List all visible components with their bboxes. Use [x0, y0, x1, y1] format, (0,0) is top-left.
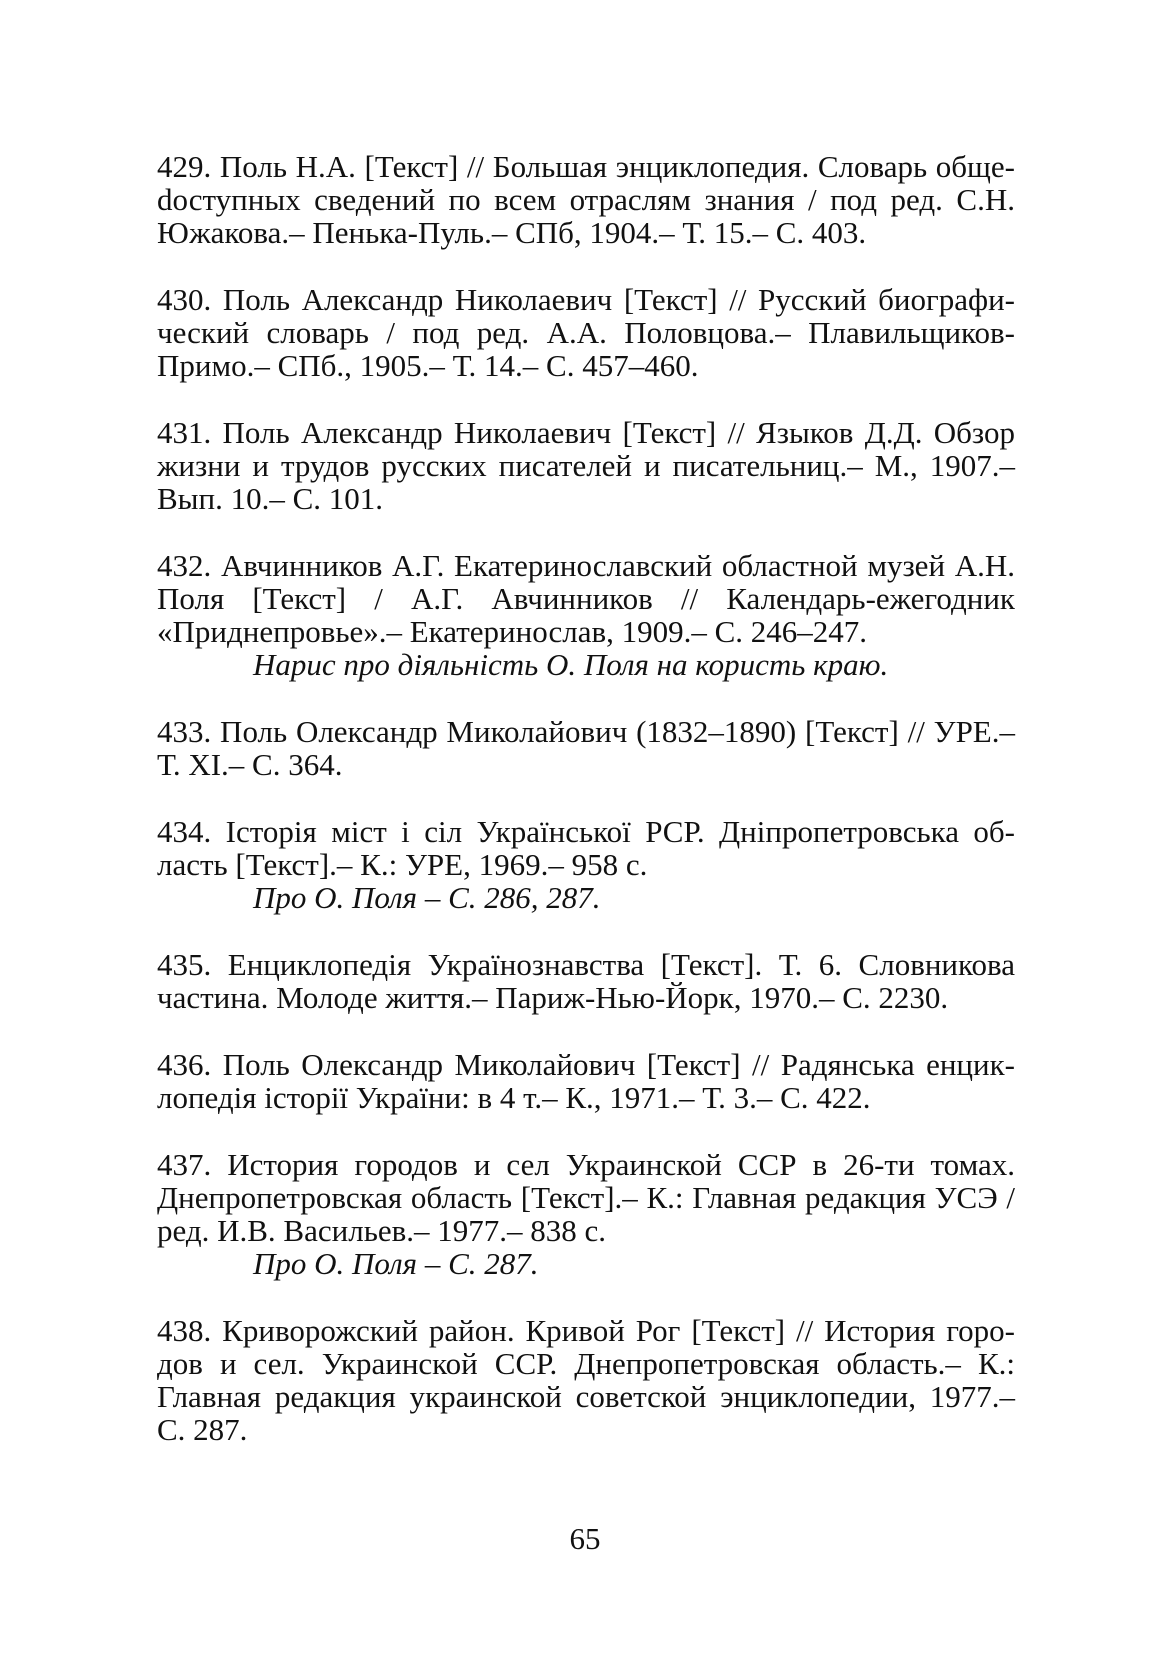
bibliography-entry-431: [157, 416, 1015, 515]
page-number: 65: [569, 1521, 601, 1556]
bibliography-entry-432: [157, 549, 1015, 681]
bibliography-entry-435: [157, 948, 1015, 1014]
bibliography-entry-437: [157, 1148, 1015, 1280]
bibliography-entry-429: [157, 150, 1015, 249]
entry-text: 434. Історія міст і сіл Української РСР. Дніпропетровська область [Текст].– К.: УРЕ, 1969.– 958 с.: [157, 814, 1015, 882]
bibliography-entry-433: [157, 715, 1015, 781]
bibliography-entry-436: [157, 1048, 1015, 1114]
bibliography-entry-438: [157, 1314, 1015, 1446]
entry-note: Про О. Поля – С. 286, 287.: [253, 880, 601, 915]
entry-note: Про О. Поля – С. 287.: [253, 1246, 539, 1281]
entry-text: 438. Криворожский район. Кривой Рог [Текст] // История городов и сел. Украинской ССР. Днепропетровская область.– К.: Главная редакция украинской советской энциклопедии, 1977.– С. 287.: [157, 1313, 1015, 1447]
bibliography-list: [157, 150, 1015, 1480]
entry-text: 436. Поль Олександр Миколайович [Текст] // Радянська енциклопедія історії України: в 4 т.– К., 1971.– Т. 3.– С. 422.: [157, 1047, 1015, 1115]
entry-text: 433. Поль Олександр Миколайович (1832–1890) [Текст] // УРЕ.– Т. XI.– С. 364.: [157, 714, 1015, 782]
entry-text: 432. Авчинников А.Г. Екатеринославский областной музей А.Н. Поля [Текст] / А.Г. Авчинников // Календарь-ежегодник «Приднепровье».– Екатеринослав, 1909.– С. 246–247.: [157, 548, 1015, 649]
entry-text: 430. Поль Александр Николаевич [Текст] // Русский биографический словарь / под ред. А.А. Половцова.– Плавильщиков-Примо.– СПб., 1905.– Т. 14.– С. 457–460.: [157, 282, 1015, 383]
entry-text: 429. Поль Н.А. [Текст] // Большая энциклопедия. Словарь общеdоступных сведений по всем отраслям знания / под ред. С.Н. Южакова.– Пенька-Пуль.– СПб, 1904.– Т. 15.– С. 403.: [157, 149, 1015, 250]
entry-text: 435. Енциклопедія Українознавства [Текст]. Т. 6. Словникова частина. Молоде життя.– Париж-Нью-Йорк, 1970.– С. 2230.: [157, 947, 1015, 1015]
entry-note: Нарис про діяльність О. Поля на користь краю.: [253, 647, 889, 682]
bibliography-entry-434: [157, 815, 1015, 914]
entry-text: 437. История городов и сел Украинской ССР в 26-ти томах. Днепропетровская область [Текст].– К.: Главная редакция УСЭ / ред. И.В. Васильев.– 1977.– 838 с.: [157, 1147, 1015, 1248]
bibliography-entry-430: [157, 283, 1015, 382]
entry-text: 431. Поль Александр Николаевич [Текст] // Языков Д.Д. Обзор жизни и трудов русских писателей и писательниц.– М., 1907.– Вып. 10.– С. 101.: [157, 415, 1015, 516]
